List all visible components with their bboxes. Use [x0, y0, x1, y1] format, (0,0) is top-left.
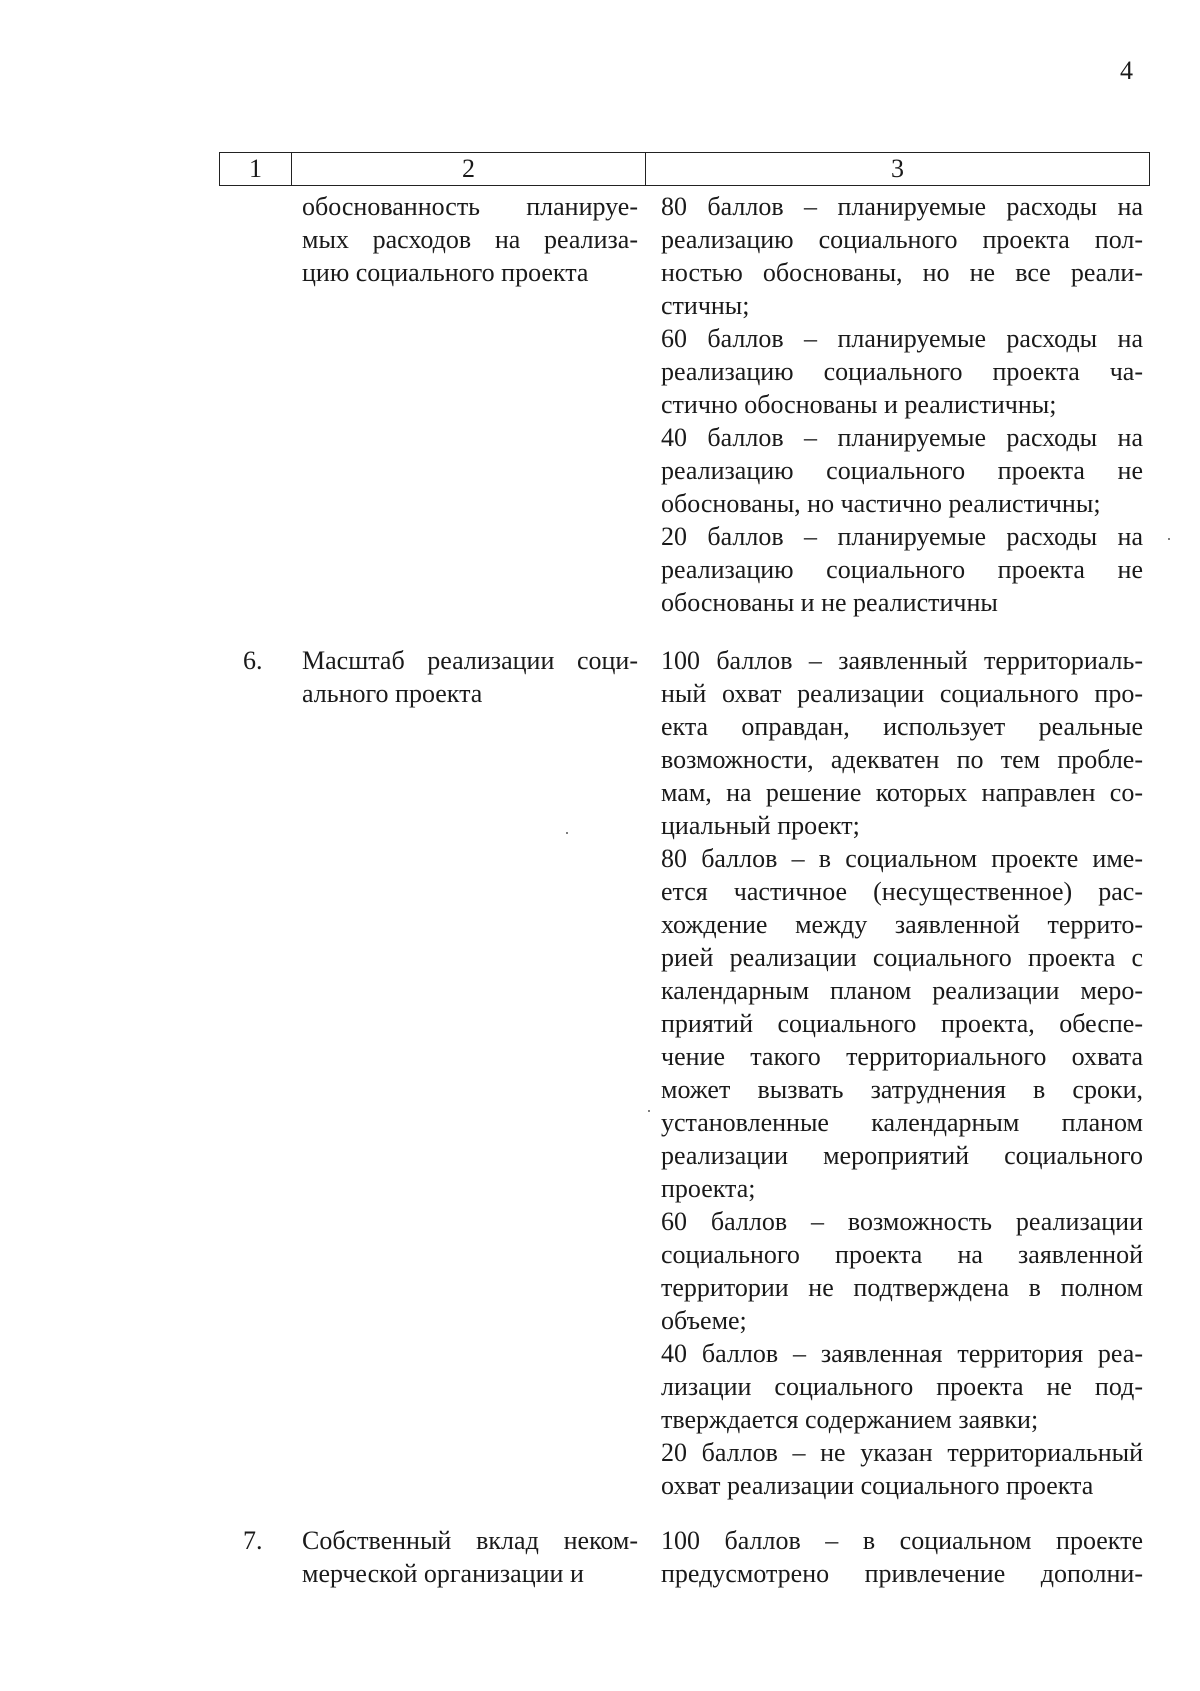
text-line: тверждается содержанием заявки; [661, 1405, 1039, 1434]
text-line: чение такого территориального охвата [661, 1042, 1143, 1071]
text-line: реализацию социального проекта пол- [661, 225, 1143, 254]
text-line: обоснованы, но частично реалистичны; [661, 489, 1101, 518]
text-line: 60 баллов – планируемые расходы на [661, 324, 1143, 353]
header-cell-1: 1 [220, 153, 292, 185]
text-line: Собственный вклад неком- [302, 1526, 638, 1555]
text-line: стичны; [661, 291, 750, 320]
text-line: 20 баллов – планируемые расходы на [661, 522, 1143, 551]
text-line: предусмотрено привлечение дополни- [661, 1559, 1143, 1588]
text-line: реализацию социального проекта не [661, 555, 1143, 584]
text-line: мерческой организации и [302, 1559, 584, 1588]
page-number: 4 [1120, 56, 1133, 85]
text-line: 20 баллов – не указан территориальный [661, 1438, 1143, 1467]
criterion-text [302, 644, 638, 710]
text-line: реализации мероприятий социального [661, 1141, 1143, 1170]
text-line: обоснованы и не реалистичны [661, 588, 998, 617]
text-line: реализацию социального проекта ча- [661, 357, 1143, 386]
text-line: 80 баллов – планируемые расходы на [661, 192, 1143, 221]
text-line: 40 баллов – планируемые расходы на [661, 423, 1143, 452]
header-cell-3: 3 [891, 154, 904, 183]
row-number: 6. [243, 646, 263, 675]
text-line: установленные календарным планом [661, 1108, 1143, 1137]
text-line: 100 баллов – заявленный территориаль- [661, 646, 1143, 675]
text-line: мам, на решение которых направлен со- [661, 778, 1143, 807]
text-line: рией реализации социального проекта с [661, 943, 1143, 972]
score-description [661, 1524, 1143, 1590]
criterion-text [302, 1524, 638, 1590]
text-line: реализацию социального проекта не [661, 456, 1143, 485]
text-line: возможности, адекватен по тем пробле- [661, 745, 1143, 774]
scan-speck [1168, 538, 1170, 540]
row-number: 7. [243, 1526, 263, 1555]
text-line: Масштаб реализации соци- [302, 646, 638, 675]
text-line: ального проекта [302, 679, 483, 708]
text-line: обоснованность планируе- [302, 192, 638, 221]
score-description [661, 644, 1143, 1502]
text-line: циальный проект; [661, 811, 860, 840]
text-line: охват реализации социального проекта [661, 1471, 1094, 1500]
header-cell-2: 2 [292, 153, 646, 185]
scan-speck [566, 832, 568, 834]
text-line: стично обоснованы и реалистичны; [661, 390, 1057, 419]
score-description [661, 190, 1143, 619]
text-line: может вызвать затруднения в сроки, [661, 1075, 1143, 1104]
text-line: ностью обоснованы, но не все реали- [661, 258, 1143, 287]
text-line: календарным планом реализации меро- [661, 976, 1143, 1005]
text-line: ется частичное (несущественное) рас- [661, 877, 1143, 906]
text-line: объеме; [661, 1306, 747, 1335]
text-line: проекта; [661, 1174, 756, 1203]
scan-speck [648, 1110, 650, 1112]
text-line: социального проекта на заявленной [661, 1240, 1143, 1269]
text-line: екта оправдан, использует реальные [661, 712, 1143, 741]
text-line: приятий социального проекта, обеспе- [661, 1009, 1143, 1038]
text-line: территории не подтверждена в полном [661, 1273, 1143, 1302]
text-line: 100 баллов – в социальном проекте [661, 1526, 1143, 1555]
text-line: хождение между заявленной террито- [661, 910, 1143, 939]
text-line: 80 баллов – в социальном проекте име- [661, 844, 1143, 873]
text-line: ный охват реализации социального про- [661, 679, 1143, 708]
text-line: лизации социального проекта не под- [661, 1372, 1143, 1401]
table-header-row [219, 152, 1150, 186]
text-line: 40 баллов – заявленная территория реа- [661, 1339, 1143, 1368]
text-line: мых расходов на реализа- [302, 225, 638, 254]
criterion-text [302, 190, 638, 289]
text-line: цию социального проекта [302, 258, 589, 287]
text-line: 60 баллов – возможность реализации [661, 1207, 1143, 1236]
